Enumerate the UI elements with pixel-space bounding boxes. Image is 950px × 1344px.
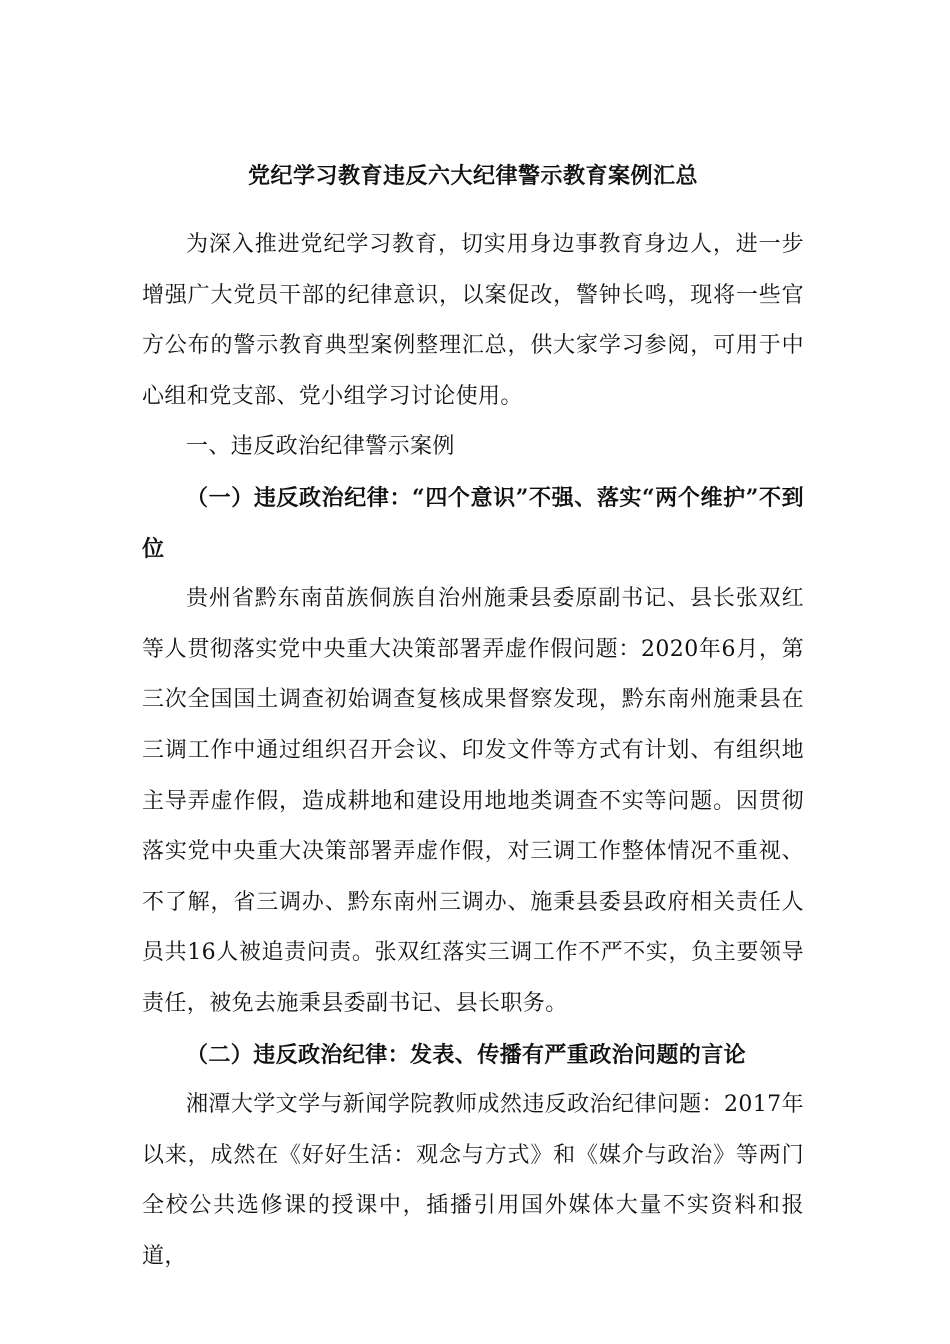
case-heading-1: （一）违反政治纪律：“四个意识”不强、落实“两个维护”不到位 (142, 484, 804, 562)
document-title: 党纪学习教育违反六大纪律警示教育案例汇总 (247, 163, 698, 189)
case-paragraph-1: 贵州省黔东南苗族侗族自治州施秉县委原副书记、县长张双红等人贯彻落实党中央重大决策部署弄虚作假问题：2020年6月，第三次全国国土调查初始调查复核成果督察发现，黔东南州施秉县在三调工作中通过组织召开会议、印发文件等方式有计划、有组织地主导弄虚作假，造成耕地和建设用地地类调查不实等问题。因贯彻落实党中央重大决策部署弄虚作假，对三调工作整体情况不重视、不了解，省三调办、黔东南州三调办、施秉县委县政府相关责任人员共16人被追责问责。张双红落实三调工作不严不实，负主要领导责任，被免去施秉县委副书记、县长职务。 (142, 586, 804, 1016)
section-heading: 一、违反政治纪律警示案例 (186, 434, 455, 460)
case-paragraph-2: 湘潭大学文学与新闻学院教师成然违反政治纪律问题：2017年以来，成然在《好好生活：观念与方式》和《媒介与政治》等两门全校公共选修课的授课中，插播引用国外媒体大量不实资料和报道， (142, 1092, 804, 1269)
intro-paragraph: 为深入推进党纪学习教育，切实用身边事教育身边人，进一步增强广大党员干部的纪律意识，以案促改，警钟长鸣，现将一些官方公布的警示教育典型案例整理汇总，供大家学习参阅，可用于中心组和党支部、党小组学习讨论使用。 (142, 232, 804, 409)
document-body (142, 158, 804, 1282)
case-heading-2: （二）违反政治纪律：发表、传播有严重政治问题的言论 (186, 1041, 747, 1068)
